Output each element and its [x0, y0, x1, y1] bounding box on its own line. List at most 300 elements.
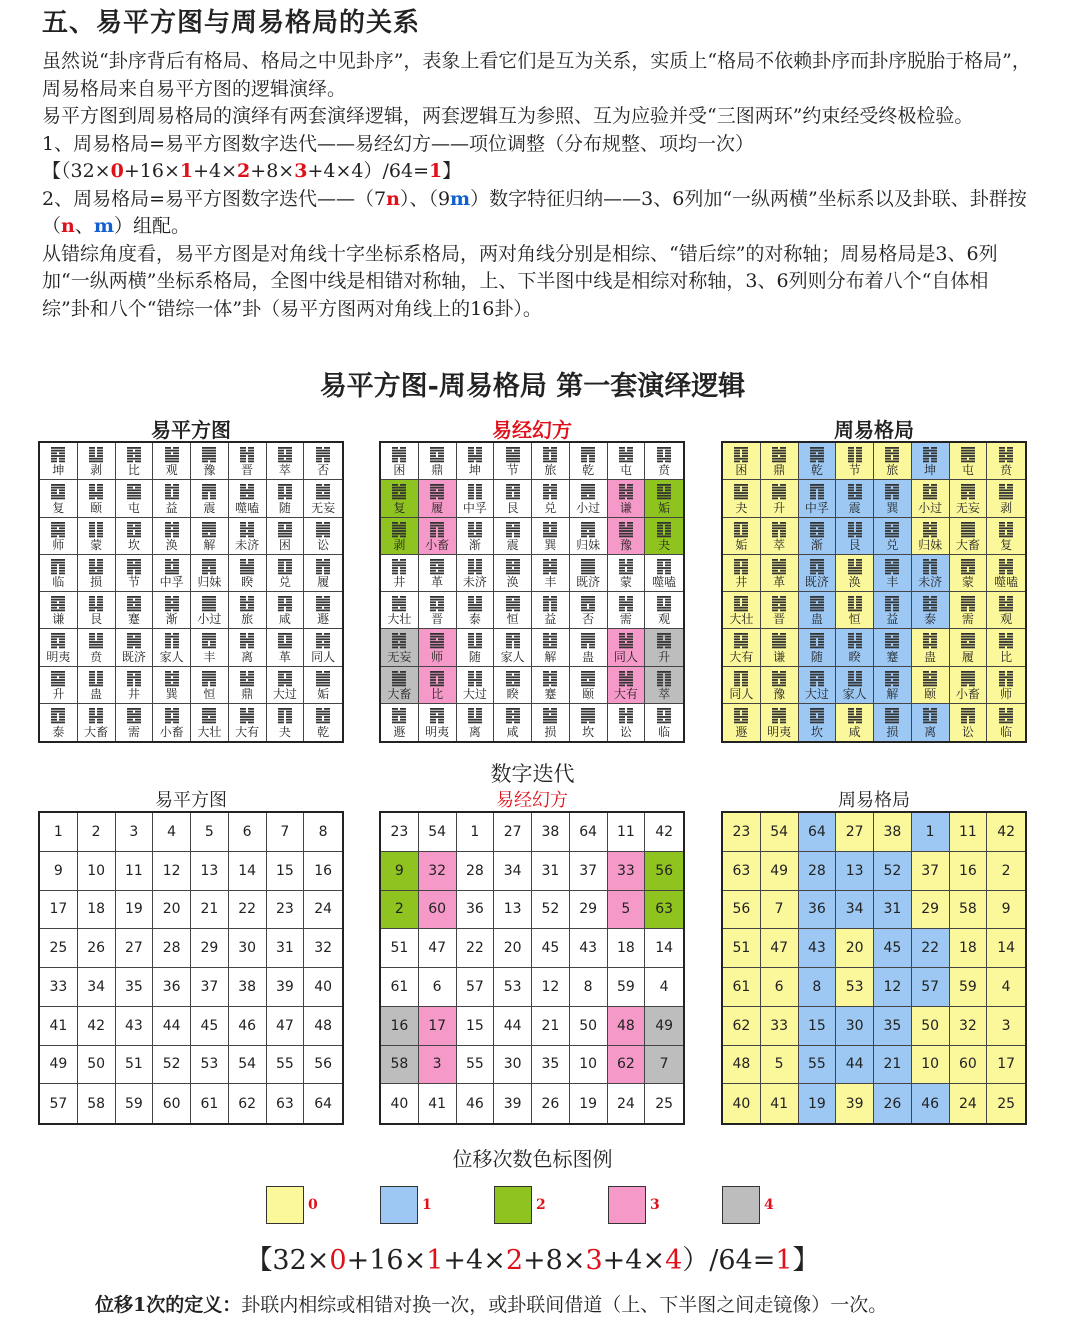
hexagram-cell — [532, 518, 570, 555]
hexagram-cell — [153, 518, 191, 555]
number-cell: 59 — [608, 968, 646, 1007]
hexagram-cell — [761, 667, 799, 704]
legend-swatch-3 — [608, 1186, 646, 1224]
hexagram-cell — [229, 518, 267, 555]
hexagram-symbol-icon — [580, 558, 596, 575]
number-cell: 63 — [723, 852, 761, 891]
hexagram-name: 遯 — [393, 725, 406, 739]
hexagram-name: 夬 — [278, 725, 291, 739]
hexagram-name: 大有 — [613, 686, 638, 701]
number-cell: 57 — [40, 1084, 78, 1123]
hexagram-name: 剥 — [1000, 500, 1013, 515]
hexagram-cell — [381, 555, 419, 592]
number-cell: 35 — [116, 968, 154, 1007]
hexagram-name: 节 — [506, 463, 519, 478]
hexagram-symbol-icon — [467, 632, 483, 649]
number-cell: 1 — [40, 813, 78, 852]
hexagram-name: 师 — [431, 649, 444, 664]
number-cell: 51 — [116, 1046, 154, 1085]
hexagram-name: 睽 — [241, 575, 254, 589]
hexagram-cell — [987, 592, 1025, 629]
number-cell: 2 — [381, 891, 419, 930]
hexagram-symbol-icon — [429, 632, 445, 649]
hexagram-name: 未济 — [462, 575, 487, 589]
hexagram-name: 萃 — [278, 463, 291, 478]
hexagram-cell — [723, 555, 761, 592]
hexagram-symbol-icon — [771, 595, 787, 612]
hexagram-cell — [761, 629, 799, 666]
number-cell: 63 — [645, 891, 683, 930]
hexagram-symbol-icon — [922, 446, 938, 463]
number-cell: 35 — [874, 1007, 912, 1046]
hexagram-symbol-icon — [922, 707, 938, 724]
hexagram-cell — [457, 555, 495, 592]
hexagram-name: 师 — [52, 537, 65, 552]
hexagram-name: 豫 — [619, 537, 632, 552]
hexagram-cell — [457, 704, 495, 741]
hexagram-name: 讼 — [619, 725, 632, 739]
grid-title-pattern: 周易格局 — [834, 418, 914, 442]
hexagram-cell — [532, 443, 570, 480]
hexagram-name: 小畜 — [425, 537, 450, 552]
hexagram-name: 观 — [1000, 612, 1013, 627]
definition-line: 位移1次的定义：卦联内相综或相错对换一次，或卦联间借道（上、下半图之间走镜像）一次。 — [95, 1294, 888, 1316]
hexagram-symbol-icon — [733, 558, 749, 575]
hexagram-symbol-icon — [315, 595, 331, 612]
hexagram-cell — [645, 592, 683, 629]
hexagram-symbol-icon — [618, 446, 634, 463]
number-cell: 42 — [645, 813, 683, 852]
hexagram-cell — [153, 629, 191, 666]
number-cell: 15 — [267, 852, 305, 891]
hexagram-cell — [191, 667, 229, 704]
number-grid-title-pattern: 周易格局 — [838, 790, 910, 811]
hexagram-name: 遯 — [735, 725, 748, 739]
hexagram-symbol-icon — [922, 670, 938, 687]
hexagram-symbol-icon — [88, 707, 104, 724]
hexagram-name: 萃 — [658, 686, 671, 701]
hexagram-symbol-icon — [164, 670, 180, 687]
hexagram-cell — [229, 667, 267, 704]
hexagram-symbol-icon — [50, 446, 66, 463]
hexagram-name: 颐 — [582, 686, 595, 701]
hexagram-symbol-icon — [998, 632, 1014, 649]
hexagram-cell — [950, 518, 988, 555]
hexagram-cell — [229, 443, 267, 480]
hexagram-cell — [799, 555, 837, 592]
number-cell: 42 — [78, 1007, 116, 1046]
hexagram-cell — [761, 518, 799, 555]
legend-label-3: 3 — [650, 1197, 660, 1213]
hexagram-symbol-icon — [50, 595, 66, 612]
hexagram-cell — [267, 443, 305, 480]
hexagram-symbol-icon — [998, 558, 1014, 575]
hexagram-name: 明夷 — [46, 649, 71, 664]
number-grid-title-square: 易平方图 — [155, 790, 227, 811]
hexagram-cell — [645, 704, 683, 741]
hexagram-name: 豫 — [773, 686, 786, 701]
hexagram-name: 巽 — [886, 500, 899, 515]
number-cell: 20 — [153, 891, 191, 930]
hexagram-symbol-icon — [126, 483, 142, 500]
hexagram-symbol-icon — [580, 521, 596, 538]
hexagram-name: 大过 — [462, 686, 487, 701]
hexagram-cell — [912, 592, 950, 629]
hexagram-name: 讼 — [317, 537, 330, 552]
paragraph-4: 2、周易格局=易平方图数字迭代——（7n）、（9m）数字特征归纳——3、6列加“一纵两横”坐标系以及卦联、卦群按（n、m）组配。 — [42, 187, 1027, 237]
hexagram-cell — [78, 592, 116, 629]
hexagram-symbol-icon — [315, 632, 331, 649]
number-cell: 23 — [267, 891, 305, 930]
number-cell: 14 — [987, 929, 1025, 968]
number-cell: 38 — [229, 968, 267, 1007]
hexagram-symbol-icon — [467, 521, 483, 538]
number-cell: 40 — [723, 1084, 761, 1123]
hexagram-symbol-icon — [315, 707, 331, 724]
number-cell: 52 — [532, 891, 570, 930]
hexagram-cell — [116, 555, 154, 592]
hexagram-symbol-icon — [998, 446, 1014, 463]
number-cell: 22 — [457, 929, 495, 968]
hexagram-symbol-icon — [580, 595, 596, 612]
number-cell: 4 — [987, 968, 1025, 1007]
number-cell: 27 — [836, 813, 874, 852]
hexagram-name: 比 — [1000, 649, 1013, 664]
hexagram-name: 既济 — [576, 575, 601, 589]
number-cell: 46 — [457, 1084, 495, 1123]
hexagram-symbol-icon — [505, 632, 521, 649]
hexagram-symbol-icon — [618, 670, 634, 687]
hexagram-symbol-icon — [580, 632, 596, 649]
hexagram-cell — [874, 443, 912, 480]
hexagram-cell — [304, 480, 342, 517]
hexagram-symbol-icon — [884, 707, 900, 724]
number-cell: 50 — [912, 1007, 950, 1046]
hexagram-symbol-icon — [847, 632, 863, 649]
number-cell: 14 — [645, 929, 683, 968]
number-cell: 18 — [608, 929, 646, 968]
hexagram-cell — [799, 443, 837, 480]
hexagram-cell — [799, 704, 837, 741]
hexagram-cell — [304, 704, 342, 741]
number-cell: 11 — [608, 813, 646, 852]
hexagram-cell — [836, 443, 874, 480]
hexagram-symbol-icon — [467, 670, 483, 687]
hexagram-symbol-icon — [429, 483, 445, 500]
number-cell: 34 — [836, 891, 874, 930]
hexagram-cell — [419, 518, 457, 555]
number-cell: 31 — [532, 852, 570, 891]
hexagram-name: 蹇 — [127, 612, 140, 627]
hexagram-cell — [570, 518, 608, 555]
hexagram-symbol-icon — [809, 707, 825, 724]
hexagram-cell — [116, 629, 154, 666]
hexagram-name: 噬嗑 — [652, 575, 677, 589]
hexagram-symbol-icon — [201, 446, 217, 463]
hexagram-cell — [419, 555, 457, 592]
hexagram-name: 中孚 — [159, 575, 184, 589]
hexagram-symbol-icon — [847, 483, 863, 500]
number-cell: 7 — [645, 1046, 683, 1085]
hexagram-name: 节 — [127, 575, 140, 589]
hexagram-cell — [304, 629, 342, 666]
number-cell: 40 — [304, 968, 342, 1007]
hexagram-grid-magic — [379, 441, 685, 743]
hexagram-cell — [494, 629, 532, 666]
number-cell: 62 — [723, 1007, 761, 1046]
hexagram-cell — [570, 443, 608, 480]
hexagram-cell — [191, 518, 229, 555]
number-cell: 62 — [608, 1046, 646, 1085]
hexagram-cell — [874, 667, 912, 704]
hexagram-cell — [304, 443, 342, 480]
hexagram-name: 大壮 — [197, 725, 222, 739]
hexagram-cell — [419, 480, 457, 517]
hexagram-symbol-icon — [50, 558, 66, 575]
number-cell: 44 — [494, 1007, 532, 1046]
number-cell: 42 — [987, 813, 1025, 852]
hexagram-symbol-icon — [505, 707, 521, 724]
hexagram-cell — [419, 667, 457, 704]
hexagram-name: 震 — [203, 500, 216, 515]
hexagram-name: 鼎 — [431, 463, 444, 478]
hexagram-symbol-icon — [277, 558, 293, 575]
number-cell: 13 — [191, 852, 229, 891]
hexagram-cell — [457, 443, 495, 480]
hexagram-symbol-icon — [126, 558, 142, 575]
number-cell: 4 — [645, 968, 683, 1007]
legend-label-1: 1 — [422, 1197, 432, 1213]
hexagram-cell — [267, 629, 305, 666]
hexagram-symbol-icon — [277, 707, 293, 724]
hexagram-name: 咸 — [506, 725, 519, 739]
hexagram-name: 泰 — [52, 725, 65, 739]
hexagram-cell — [987, 667, 1025, 704]
hexagram-cell — [229, 480, 267, 517]
hexagram-symbol-icon — [239, 670, 255, 687]
hexagram-symbol-icon — [505, 558, 521, 575]
number-cell: 62 — [229, 1084, 267, 1123]
number-cell: 61 — [381, 968, 419, 1007]
number-cell: 48 — [608, 1007, 646, 1046]
hexagram-name: 乾 — [317, 725, 330, 739]
number-cell: 23 — [381, 813, 419, 852]
legend-swatch-0 — [266, 1186, 304, 1224]
number-cell: 5 — [608, 891, 646, 930]
hexagram-name: 渐 — [810, 537, 823, 552]
number-cell: 27 — [116, 929, 154, 968]
hexagram-cell — [494, 667, 532, 704]
hexagram-symbol-icon — [88, 483, 104, 500]
hexagram-cell — [645, 443, 683, 480]
hexagram-name: 兑 — [278, 575, 291, 589]
hexagram-name: 夬 — [658, 537, 671, 552]
hexagram-symbol-icon — [771, 521, 787, 538]
number-cell: 55 — [799, 1046, 837, 1085]
number-cell: 28 — [457, 852, 495, 891]
hexagram-name: 比 — [127, 463, 140, 478]
hexagram-symbol-icon — [656, 558, 672, 575]
intro-text — [42, 48, 1032, 323]
hexagram-cell — [381, 592, 419, 629]
hexagram-name: 家人 — [842, 686, 867, 701]
hexagram-symbol-icon — [960, 670, 976, 687]
hexagram-name: 姤 — [735, 537, 748, 552]
hexagram-name: 泰 — [468, 612, 481, 627]
hexagram-name: 贲 — [90, 649, 103, 664]
number-cell: 64 — [799, 813, 837, 852]
hexagram-cell — [191, 629, 229, 666]
number-cell: 60 — [419, 891, 457, 930]
hexagram-cell — [608, 443, 646, 480]
hexagram-name: 复 — [52, 500, 65, 515]
hexagram-name: 蒙 — [619, 575, 632, 589]
hexagram-symbol-icon — [771, 707, 787, 724]
hexagram-symbol-icon — [277, 670, 293, 687]
number-cell: 39 — [494, 1084, 532, 1123]
hexagram-cell — [40, 480, 78, 517]
hexagram-name: 观 — [165, 463, 178, 478]
hexagram-name: 屯 — [961, 463, 974, 478]
hexagram-name: 颐 — [90, 500, 103, 515]
hexagram-name: 丰 — [203, 649, 216, 664]
number-cell: 56 — [645, 852, 683, 891]
hexagram-cell — [723, 518, 761, 555]
number-cell: 18 — [78, 891, 116, 930]
hexagram-symbol-icon — [656, 483, 672, 500]
hexagram-symbol-icon — [542, 632, 558, 649]
hexagram-symbol-icon — [960, 595, 976, 612]
number-cell: 3 — [116, 813, 154, 852]
hexagram-symbol-icon — [88, 446, 104, 463]
hexagram-symbol-icon — [960, 707, 976, 724]
hexagram-symbol-icon — [922, 521, 938, 538]
hexagram-symbol-icon — [733, 483, 749, 500]
hexagram-cell — [836, 555, 874, 592]
hexagram-grid-pattern — [721, 441, 1027, 743]
hexagram-symbol-icon — [315, 446, 331, 463]
hexagram-cell — [494, 704, 532, 741]
hexagram-symbol-icon — [542, 483, 558, 500]
number-cell: 29 — [191, 929, 229, 968]
hexagram-cell — [570, 667, 608, 704]
number-cell: 57 — [912, 968, 950, 1007]
number-cell: 14 — [229, 852, 267, 891]
number-cell: 26 — [78, 929, 116, 968]
hexagram-cell — [950, 443, 988, 480]
hexagram-symbol-icon — [126, 595, 142, 612]
hexagram-symbol-icon — [50, 670, 66, 687]
hexagram-symbol-icon — [733, 632, 749, 649]
hexagram-cell — [191, 704, 229, 741]
hexagram-name: 小过 — [576, 500, 601, 515]
hexagram-cell — [987, 555, 1025, 592]
number-cell: 31 — [267, 929, 305, 968]
hexagram-name: 无妄 — [311, 500, 336, 515]
hexagram-grid-square — [38, 441, 344, 743]
hexagram-symbol-icon — [618, 521, 634, 538]
hexagram-name: 否 — [582, 612, 595, 627]
number-cell: 61 — [723, 968, 761, 1007]
hexagram-name: 需 — [961, 612, 974, 627]
hexagram-symbol-icon — [315, 521, 331, 538]
number-cell: 44 — [153, 1007, 191, 1046]
hexagram-cell — [950, 480, 988, 517]
number-cell: 21 — [532, 1007, 570, 1046]
hexagram-cell — [153, 667, 191, 704]
hexagram-name: 家人 — [159, 649, 184, 664]
formula-line-2: 【32×0+16×1+4×2+8×3+4×4）/64=1】 — [245, 1245, 820, 1276]
number-cell: 23 — [723, 813, 761, 852]
hexagram-symbol-icon — [809, 446, 825, 463]
number-cell: 50 — [78, 1046, 116, 1085]
number-cell: 39 — [836, 1084, 874, 1123]
hexagram-cell — [570, 555, 608, 592]
hexagram-cell — [40, 667, 78, 704]
hexagram-cell — [153, 704, 191, 741]
hexagram-cell — [191, 555, 229, 592]
hexagram-name: 谦 — [773, 649, 786, 664]
number-cell: 49 — [645, 1007, 683, 1046]
hexagram-name: 大过 — [272, 686, 297, 701]
hexagram-name: 旅 — [544, 463, 557, 478]
hexagram-name: 艮 — [506, 500, 519, 515]
hexagram-name: 随 — [468, 649, 481, 664]
hexagram-cell — [304, 667, 342, 704]
hexagram-cell — [570, 629, 608, 666]
hexagram-name: 否 — [317, 463, 330, 478]
hexagram-name: 履 — [961, 649, 974, 664]
hexagram-cell — [153, 555, 191, 592]
number-cell: 8 — [304, 813, 342, 852]
number-cell: 46 — [229, 1007, 267, 1046]
number-cell: 57 — [457, 968, 495, 1007]
hexagram-cell — [799, 667, 837, 704]
hexagram-cell — [836, 480, 874, 517]
hexagram-name: 井 — [735, 575, 748, 589]
hexagram-cell — [494, 443, 532, 480]
number-cell: 34 — [494, 852, 532, 891]
hexagram-symbol-icon — [656, 670, 672, 687]
hexagram-symbol-icon — [656, 595, 672, 612]
hexagram-symbol-icon — [429, 595, 445, 612]
hexagram-cell — [874, 704, 912, 741]
hexagram-cell — [267, 480, 305, 517]
hexagram-name: 坎 — [127, 537, 140, 552]
number-cell: 9 — [381, 852, 419, 891]
hexagram-symbol-icon — [884, 446, 900, 463]
hexagram-cell — [40, 518, 78, 555]
hexagram-name: 坤 — [52, 463, 65, 478]
hexagram-name: 随 — [810, 649, 823, 664]
hexagram-cell — [267, 667, 305, 704]
hexagram-cell — [836, 592, 874, 629]
hexagram-name: 井 — [127, 686, 140, 701]
hexagram-cell — [608, 629, 646, 666]
hexagram-name: 震 — [848, 500, 861, 515]
number-cell: 44 — [836, 1046, 874, 1085]
number-cell: 33 — [40, 968, 78, 1007]
number-cell: 17 — [419, 1007, 457, 1046]
number-cell: 58 — [78, 1084, 116, 1123]
hexagram-name: 革 — [278, 649, 291, 664]
hexagram-name: 恒 — [203, 686, 216, 701]
hexagram-cell — [950, 555, 988, 592]
hexagram-cell — [532, 480, 570, 517]
number-cell: 22 — [229, 891, 267, 930]
hexagram-symbol-icon — [618, 595, 634, 612]
hexagram-name: 复 — [1000, 537, 1013, 552]
